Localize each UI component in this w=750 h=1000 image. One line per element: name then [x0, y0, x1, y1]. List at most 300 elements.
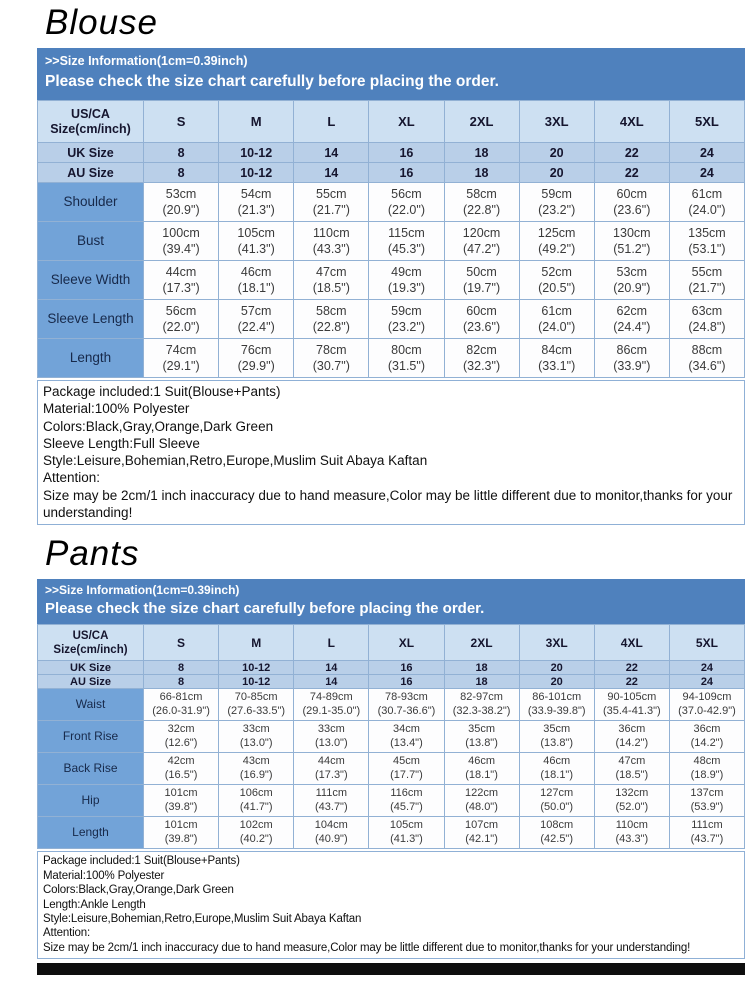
size-column-header: S	[144, 101, 219, 143]
inch-value: (20.5")	[538, 281, 576, 295]
inch-value: (23.2")	[538, 203, 576, 217]
size-value-cell: 24	[669, 163, 744, 183]
cm-value: 116cm	[390, 787, 423, 800]
measure-value-cell	[369, 689, 444, 721]
size-value-cell: 14	[294, 675, 369, 689]
size-value-cell: 22	[594, 675, 669, 689]
footer-line: Attention:	[43, 927, 91, 940]
row-label-cell: Waist	[38, 689, 144, 721]
measure-value-cell	[294, 222, 369, 261]
cm-value: 111cm	[691, 819, 723, 832]
cm-value: 44cm	[165, 265, 197, 279]
measure-value-cell	[294, 689, 369, 721]
measure-row	[38, 261, 745, 300]
inch-value: (41.3")	[237, 242, 275, 256]
cm-value: 60cm	[466, 304, 497, 318]
measure-value-cell	[369, 785, 444, 817]
measure-row	[38, 222, 745, 261]
cm-value: 46cm	[543, 755, 571, 768]
cm-value: 36cm	[693, 723, 721, 736]
cm-value: 55cm	[316, 187, 347, 201]
measure-row	[38, 183, 745, 222]
inch-value: (41.3")	[390, 832, 423, 845]
size-column-header: L	[294, 625, 369, 661]
footer-line: Size may be 2cm/1 inch inaccuracy due to hand measure,Color may be little different due to monitor,thanks for your understanding!	[43, 941, 691, 954]
size-column-header: XL	[369, 625, 444, 661]
measure-value-cell	[219, 753, 294, 785]
inch-value: (18.1")	[237, 281, 275, 295]
cm-value: 120cm	[462, 226, 501, 240]
cm-value: 47cm	[618, 755, 646, 768]
inch-value: (41.7")	[239, 800, 273, 813]
inch-value: (24.4")	[613, 320, 651, 334]
inch-value: (23.6")	[613, 203, 651, 217]
measure-value-cell	[369, 721, 444, 753]
measure-value-cell	[519, 261, 594, 300]
inch-value: (23.2")	[387, 320, 425, 334]
measure-value-cell	[444, 339, 519, 378]
cm-value: 105cm	[389, 819, 423, 832]
cm-value: 74cm	[165, 343, 197, 357]
measure-value-cell	[369, 817, 444, 849]
size-value-cell: 14	[294, 163, 369, 183]
cm-value: 55cm	[691, 265, 723, 279]
measure-value-cell	[594, 300, 669, 339]
cm-value: 54cm	[240, 187, 272, 201]
footer-line: Style:Leisure,Bohemian,Retro,Europe,Muslim Suit Abaya Kaftan	[43, 453, 428, 469]
inch-value: (39.8")	[164, 800, 198, 813]
measure-value-cell	[369, 183, 444, 222]
cm-value: 78cm	[316, 343, 347, 357]
inch-value: (24.0")	[688, 203, 726, 217]
measure-row	[38, 339, 745, 378]
inch-value: (18.5")	[615, 768, 649, 781]
size-value-cell: 20	[519, 163, 594, 183]
size-column-header: 3XL	[519, 101, 594, 143]
measure-value-cell	[219, 785, 294, 817]
measure-value-cell	[594, 721, 669, 753]
inch-value: (39.4")	[162, 242, 200, 256]
measure-value-cell	[219, 339, 294, 378]
size-value-cell: 24	[669, 661, 744, 675]
cm-value: 61cm	[691, 187, 723, 201]
measure-value-cell	[144, 721, 219, 753]
inch-value: (35.4-41.3")	[602, 704, 661, 717]
corner-line-1: US/CA	[72, 629, 109, 642]
measure-value-cell	[219, 817, 294, 849]
inch-value: (18.5")	[312, 281, 350, 295]
size-header-row	[38, 101, 745, 143]
inch-value: (17.3")	[162, 281, 200, 295]
size-value-cell: 14	[294, 143, 369, 163]
size-table	[37, 624, 745, 849]
size-row-label: AU Size	[38, 163, 144, 183]
inch-value: (21.7")	[312, 203, 350, 217]
size-value-cell: 8	[144, 661, 219, 675]
pants-header-bar	[37, 579, 745, 624]
measure-value-cell	[294, 721, 369, 753]
cm-value: 94-109cm	[682, 691, 732, 704]
measure-value-cell	[144, 689, 219, 721]
au-size-row	[38, 675, 745, 689]
inch-value: (13.8")	[465, 736, 498, 749]
inch-value: (12.6")	[164, 736, 198, 749]
measure-value-cell	[294, 261, 369, 300]
cm-value: 58cm	[466, 187, 497, 201]
inch-value: (32.3")	[463, 359, 501, 373]
measure-value-cell	[444, 300, 519, 339]
cm-value: 36cm	[618, 723, 646, 736]
cm-value: 46cm	[240, 265, 272, 279]
measure-row	[38, 721, 745, 753]
measure-value-cell	[444, 753, 519, 785]
cm-value: 62cm	[616, 304, 648, 318]
size-header-row	[38, 625, 745, 661]
cm-value: 132cm	[615, 787, 649, 800]
inch-value: (22.4")	[237, 320, 275, 334]
measure-value-cell	[519, 689, 594, 721]
inch-value: (13.0")	[239, 736, 273, 749]
cm-value: 110cm	[615, 819, 648, 832]
cm-value: 130cm	[613, 226, 651, 240]
inch-value: (18.1")	[465, 768, 498, 781]
inch-value: (22.8")	[312, 320, 350, 334]
inch-value: (45.3")	[387, 242, 425, 256]
inch-value: (22.0")	[162, 320, 200, 334]
cm-value: 59cm	[391, 304, 422, 318]
measure-value-cell	[444, 817, 519, 849]
measure-value-cell	[444, 183, 519, 222]
corner-line-1: US/CA	[71, 106, 110, 121]
inch-value: (51.2")	[613, 242, 651, 256]
measure-value-cell	[144, 261, 219, 300]
size-value-cell: 10-12	[219, 661, 294, 675]
row-label-cell: Length	[38, 817, 144, 849]
blouse-section	[37, 2, 745, 525]
measure-value-cell	[669, 300, 744, 339]
inch-value: (17.3")	[314, 768, 348, 781]
inch-value: (18.1")	[540, 768, 573, 781]
notice-label: Please check the size chart carefully before placing the order.	[45, 73, 499, 90]
cm-value: 57cm	[240, 304, 272, 318]
measure-value-cell	[594, 222, 669, 261]
cm-value: 137cm	[690, 787, 724, 800]
cm-value: 35cm	[468, 723, 496, 736]
cm-value: 84cm	[541, 343, 572, 357]
cm-value: 60cm	[616, 187, 648, 201]
cm-value: 122cm	[465, 787, 499, 800]
inch-value: (30.7-36.6")	[377, 704, 436, 717]
size-column-header: 5XL	[669, 101, 744, 143]
row-label-cell: Length	[38, 339, 144, 378]
inch-value: (50.0")	[540, 800, 573, 813]
measure-value-cell	[144, 183, 219, 222]
footer-line: Package included:1 Suit(Blouse+Pants)	[43, 384, 281, 399]
size-column-header: 4XL	[594, 101, 669, 143]
row-label-cell: Sleeve Length	[38, 300, 144, 339]
measure-value-cell	[219, 300, 294, 339]
measure-value-cell	[594, 817, 669, 849]
blouse-footer-box	[37, 380, 745, 525]
inch-value: (49.2")	[538, 242, 576, 256]
size-value-cell: 18	[444, 163, 519, 183]
measure-value-cell	[519, 817, 594, 849]
inch-value: (34.6")	[688, 359, 726, 373]
measure-value-cell	[594, 689, 669, 721]
inch-value: (42.1")	[465, 832, 498, 845]
cm-value: 66-81cm	[159, 691, 203, 704]
measure-value-cell	[444, 721, 519, 753]
measure-value-cell	[219, 721, 294, 753]
footer-line: Material:100% Polyester	[43, 401, 190, 417]
size-column-header: L	[294, 101, 369, 143]
inch-value: (53.9")	[690, 800, 724, 813]
row-label-cell: Shoulder	[38, 183, 144, 222]
cm-value: 52cm	[541, 265, 572, 279]
size-value-cell: 22	[594, 163, 669, 183]
inch-value: (39.8")	[164, 832, 198, 845]
corner-cell	[38, 101, 144, 143]
measure-value-cell	[519, 183, 594, 222]
measure-value-cell	[294, 785, 369, 817]
cm-value: 78-93cm	[385, 691, 428, 704]
cm-value: 76cm	[240, 343, 272, 357]
inch-value: (33.9")	[613, 359, 651, 373]
cm-value: 61cm	[541, 304, 572, 318]
size-value-cell: 24	[669, 143, 744, 163]
cm-value: 56cm	[165, 304, 197, 318]
measure-value-cell	[294, 817, 369, 849]
measure-value-cell	[144, 753, 219, 785]
footer-line: Sleeve Length:Full Sleeve	[43, 435, 200, 451]
inch-value: (45.7")	[390, 800, 423, 813]
inch-value: (43.7")	[690, 832, 724, 845]
measure-value-cell	[294, 339, 369, 378]
measure-row	[38, 689, 745, 721]
inch-value: (29.1")	[162, 359, 200, 373]
inch-value: (27.6-33.5")	[227, 704, 286, 717]
footer-line: Package included:1 Suit(Blouse+Pants)	[43, 855, 240, 868]
size-value-cell: 22	[594, 661, 669, 675]
measure-value-cell	[219, 222, 294, 261]
footer-line: Attention:	[43, 470, 101, 486]
cm-value: 108cm	[540, 819, 574, 832]
cm-value: 100cm	[162, 226, 200, 240]
measure-value-cell	[369, 261, 444, 300]
inch-value: (33.9-39.8")	[527, 704, 586, 717]
inch-value: (24.8")	[688, 320, 726, 334]
measure-value-cell	[519, 300, 594, 339]
measure-row	[38, 785, 745, 817]
cm-value: 32cm	[167, 723, 195, 736]
measure-value-cell	[144, 300, 219, 339]
measure-row	[38, 300, 745, 339]
cm-value: 45cm	[392, 755, 420, 768]
measure-value-cell	[444, 689, 519, 721]
inch-value: (30.7")	[312, 359, 350, 373]
cm-value: 105cm	[237, 226, 275, 240]
measure-value-cell	[369, 753, 444, 785]
size-column-header: S	[144, 625, 219, 661]
cm-value: 104cm	[314, 819, 348, 832]
inch-value: (40.2")	[239, 832, 273, 845]
size-column-header: XL	[369, 101, 444, 143]
measure-value-cell	[519, 222, 594, 261]
size-value-cell: 8	[144, 163, 219, 183]
measure-value-cell	[669, 689, 744, 721]
footer-line: Length:Ankle Length	[43, 898, 146, 911]
inch-value: (47.2")	[463, 242, 501, 256]
measure-value-cell	[144, 339, 219, 378]
size-row-label: UK Size	[38, 143, 144, 163]
cm-value: 135cm	[688, 226, 726, 240]
measure-value-cell	[519, 339, 594, 378]
inch-value: (16.9")	[239, 768, 273, 781]
cm-value: 115cm	[388, 226, 425, 240]
size-value-cell: 18	[444, 661, 519, 675]
size-column-header: 2XL	[444, 101, 519, 143]
inch-value: (20.9")	[162, 203, 200, 217]
row-label-cell: Hip	[38, 785, 144, 817]
measure-value-cell	[669, 261, 744, 300]
size-value-cell: 10-12	[219, 143, 294, 163]
cm-value: 35cm	[543, 723, 571, 736]
inch-value: (21.3")	[237, 203, 275, 217]
size-column-header: 2XL	[444, 625, 519, 661]
cm-value: 56cm	[391, 187, 422, 201]
size-value-cell: 18	[444, 675, 519, 689]
size-value-cell: 10-12	[219, 675, 294, 689]
measure-value-cell	[444, 261, 519, 300]
size-column-header: 5XL	[669, 625, 744, 661]
inch-value: (29.1-35.0")	[302, 704, 361, 717]
measure-value-cell	[594, 339, 669, 378]
cm-value: 33cm	[317, 723, 345, 736]
pants-title: Pants	[45, 534, 140, 574]
size-column-header: M	[219, 625, 294, 661]
corner-line-2: Size(cm/inch)	[50, 121, 131, 136]
cm-value: 127cm	[540, 787, 574, 800]
measure-value-cell	[519, 753, 594, 785]
measure-value-cell	[219, 261, 294, 300]
size-value-cell: 22	[594, 143, 669, 163]
cm-value: 102cm	[239, 819, 273, 832]
footer-line: Material:100% Polyester	[43, 869, 165, 882]
inch-value: (21.7")	[688, 281, 726, 295]
cm-value: 58cm	[316, 304, 347, 318]
cm-value: 34cm	[392, 723, 420, 736]
cm-value: 74-89cm	[309, 691, 353, 704]
inch-value: (31.5")	[387, 359, 425, 373]
inch-value: (43.3")	[312, 242, 350, 256]
inch-value: (24.0")	[538, 320, 576, 334]
size-value-cell: 8	[144, 143, 219, 163]
size-value-cell: 16	[369, 163, 444, 183]
footer-line: Size may be 2cm/1 inch inaccuracy due to hand measure,Color may be little different due to monitor,thanks for your understanding!	[43, 487, 733, 521]
measure-value-cell	[669, 339, 744, 378]
size-info-label: >>Size Information(1cm=0.39inch)	[45, 54, 248, 68]
size-row-label: AU Size	[38, 675, 144, 689]
inch-value: (32.3-38.2")	[452, 704, 511, 717]
size-value-cell: 20	[519, 675, 594, 689]
inch-value: (43.3")	[615, 832, 649, 845]
size-column-header: 3XL	[519, 625, 594, 661]
inch-value: (52.0")	[615, 800, 649, 813]
cm-value: 53cm	[165, 187, 197, 201]
measure-value-cell	[669, 183, 744, 222]
size-value-cell: 18	[444, 143, 519, 163]
footer-line: Colors:Black,Gray,Orange,Dark Green	[43, 418, 274, 434]
size-info-label: >>Size Information(1cm=0.39inch)	[45, 583, 240, 598]
measure-value-cell	[594, 753, 669, 785]
measure-row	[38, 817, 745, 849]
inch-value: (13.0")	[314, 736, 348, 749]
size-value-cell: 16	[369, 143, 444, 163]
cm-value: 49cm	[391, 265, 422, 279]
cm-value: 106cm	[239, 787, 273, 800]
inch-value: (26.0-31.9")	[152, 704, 210, 717]
measure-value-cell	[369, 300, 444, 339]
page-content	[0, 2, 745, 975]
notice-label: Please check the size chart carefully before placing the order.	[45, 600, 485, 618]
measure-value-cell	[594, 183, 669, 222]
pants-footer-box	[37, 851, 745, 959]
inch-value: (33.1")	[538, 359, 576, 373]
inch-value: (14.2")	[615, 736, 649, 749]
size-value-cell: 20	[519, 143, 594, 163]
cm-value: 88cm	[691, 343, 723, 357]
size-value-cell: 16	[369, 675, 444, 689]
cm-value: 47cm	[316, 265, 347, 279]
size-value-cell: 24	[669, 675, 744, 689]
uk-size-row	[38, 661, 745, 675]
au-size-row	[38, 163, 745, 183]
cm-value: 50cm	[466, 265, 497, 279]
measure-value-cell	[144, 785, 219, 817]
blouse-title: Blouse	[45, 3, 159, 42]
inch-value: (13.4")	[390, 736, 423, 749]
cm-value: 42cm	[167, 755, 195, 768]
inch-value: (18.9")	[690, 768, 724, 781]
measure-value-cell	[219, 183, 294, 222]
inch-value: (19.3")	[387, 281, 425, 295]
inch-value: (40.9")	[314, 832, 348, 845]
cm-value: 82-97cm	[460, 691, 503, 704]
measure-value-cell	[594, 785, 669, 817]
size-value-cell: 16	[369, 661, 444, 675]
inch-value: (37.0-42.9")	[678, 704, 736, 717]
row-label-cell: Bust	[38, 222, 144, 261]
cm-value: 86cm	[616, 343, 648, 357]
corner-line-2: Size(cm/inch)	[53, 643, 128, 656]
pants-section	[37, 533, 745, 959]
inch-value: (48.0")	[465, 800, 498, 813]
cm-value: 101cm	[164, 819, 198, 832]
measure-value-cell	[294, 300, 369, 339]
cm-value: 63cm	[691, 304, 723, 318]
inch-value: (23.6")	[463, 320, 501, 334]
cm-value: 86-101cm	[532, 691, 582, 704]
measure-value-cell	[519, 785, 594, 817]
cm-value: 43cm	[242, 755, 270, 768]
measure-value-cell	[444, 222, 519, 261]
cm-value: 46cm	[468, 755, 496, 768]
size-row-label: UK Size	[38, 661, 144, 675]
cm-value: 111cm	[315, 787, 347, 800]
inch-value: (53.1")	[688, 242, 726, 256]
row-label-cell: Back Rise	[38, 753, 144, 785]
measure-value-cell	[369, 222, 444, 261]
